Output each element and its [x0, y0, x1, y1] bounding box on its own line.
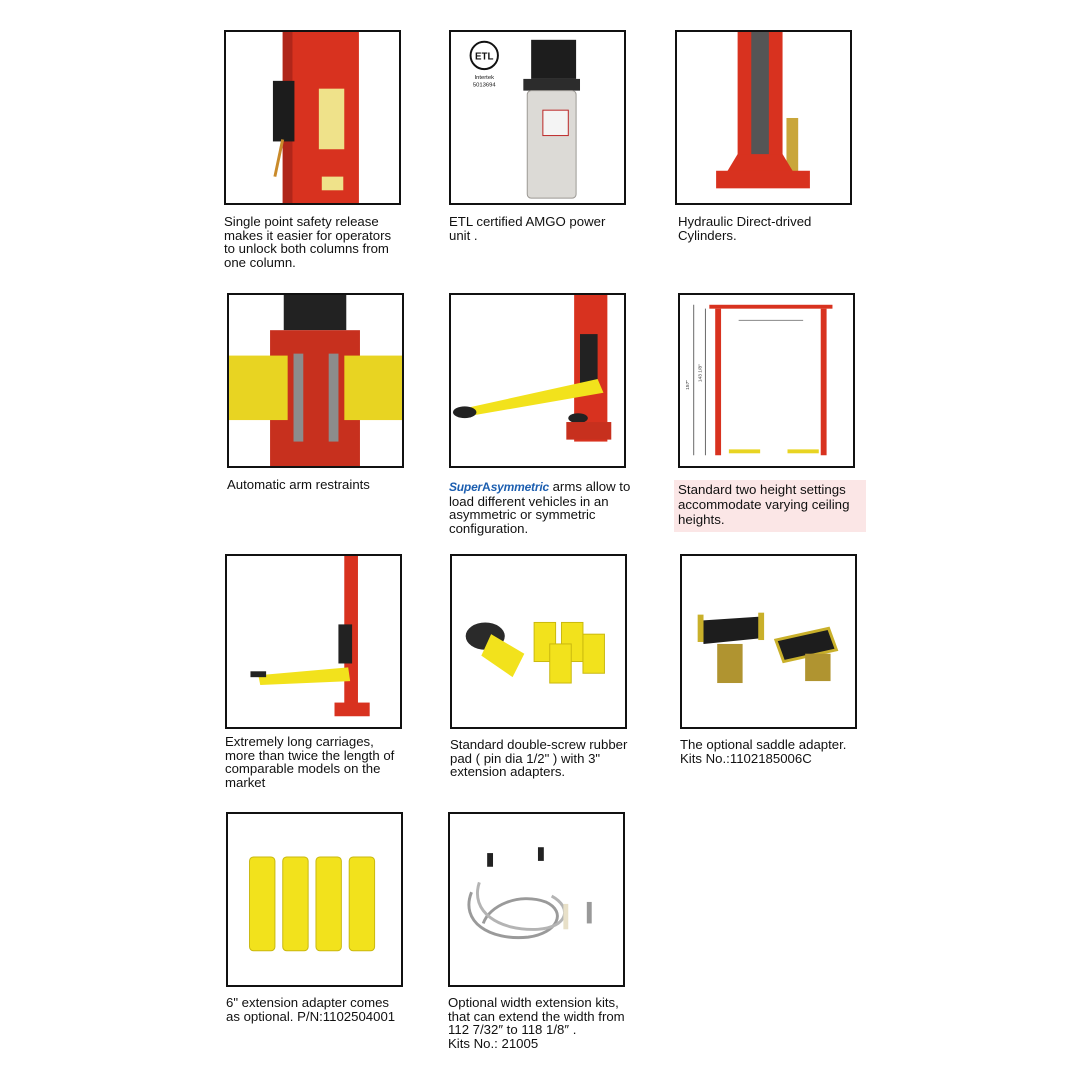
asymmetric-arm-photo-icon — [451, 295, 624, 466]
photo-extension-adapter — [226, 812, 403, 987]
saddle-adapter-photo-icon — [682, 556, 855, 727]
photo-width-extension — [448, 812, 625, 987]
caption-line: Single point safety release — [224, 214, 379, 229]
photo-safety-release — [224, 30, 401, 205]
caption-line: Hydraulic Direct-drived — [678, 214, 812, 229]
caption-asymmetric-arms — [449, 480, 649, 535]
photo-power-unit — [449, 30, 626, 205]
arm-restraint-photo-icon — [229, 295, 402, 466]
caption-line: to unlock both columns from — [224, 241, 389, 256]
caption-rubber-pad — [450, 738, 650, 779]
caption-line: market — [225, 774, 266, 790]
caption-line: comparable models on the — [225, 761, 381, 776]
caption-saddle-adapter — [680, 738, 880, 765]
extension-adapter-photo-icon — [228, 814, 401, 985]
caption-line: Cylinders. — [678, 227, 737, 243]
caption-height-settings — [674, 480, 866, 532]
brand-a: A — [482, 480, 491, 494]
etl-logo-text: ETL — [475, 51, 494, 63]
caption-cylinders — [678, 215, 878, 242]
photo-saddle-adapter — [680, 554, 857, 729]
caption-arm-restraints — [227, 478, 427, 492]
caption-width-extension — [448, 996, 658, 1050]
asymmetric-line-1: arms allow to — [548, 479, 631, 494]
caption-line: one column. — [224, 254, 296, 270]
caption-line: 6" extension adapter comes — [226, 995, 390, 1010]
asymmetric-first-line — [449, 480, 649, 495]
caption-line: Automatic arm restraints — [227, 477, 370, 492]
caption-line: pad ( pin dia 1/2" ) with 3" — [450, 750, 601, 766]
caption-line: The optional saddle adapter. — [680, 737, 847, 752]
caption-line: Kits No.:1102185006C — [680, 750, 812, 766]
caption-line: that can extend the width from — [448, 1008, 625, 1024]
brand-super: Super — [449, 480, 483, 494]
caption-extension-adapter — [226, 996, 426, 1023]
caption-line: extension adapters. — [450, 764, 566, 779]
caption-line: heights. — [678, 512, 725, 528]
caption-long-carriages — [225, 735, 425, 789]
caption-line: unit . — [449, 227, 478, 243]
caption-line: makes it easier for operators — [224, 227, 392, 243]
rubber-pad-adapters-photo-icon — [452, 556, 625, 727]
caption-line: Extremely long carriages, — [225, 734, 374, 749]
photo-cylinders — [675, 30, 852, 205]
etl-number-text: 5013694 — [472, 82, 496, 89]
caption-line: as optional. P/N:1102504001 — [226, 1008, 396, 1024]
caption-line: Standard double-screw rubber — [450, 737, 628, 752]
photo-arm-restraints — [227, 293, 404, 468]
width-extension-kit-photo-icon — [450, 814, 623, 985]
caption-line: more than twice the length of — [225, 747, 395, 763]
caption-line: Standard two height settings — [678, 482, 846, 497]
lift-diagram-photo-icon — [680, 295, 853, 466]
caption-line: asymmetric or symmetric — [449, 507, 596, 522]
dimension-low-text: 143 1/8" — [698, 364, 704, 383]
caption-power-unit — [449, 215, 649, 242]
photo-height-settings — [678, 293, 855, 468]
photo-rubber-pad — [450, 554, 627, 729]
hydraulic-cylinder-photo-icon — [677, 32, 850, 203]
brand-symmetric: symmetric — [490, 480, 549, 494]
caption-line: load different vehicles in an — [449, 493, 609, 509]
caption-line: 112 7/32″ to 118 1/8″ . — [448, 1022, 577, 1037]
caption-line: ETL certified AMGO power — [449, 214, 606, 229]
caption-line: Optional width extension kits, — [448, 995, 619, 1010]
caption-line: configuration. — [449, 520, 529, 536]
photo-asymmetric-arms — [449, 293, 626, 468]
power-unit-photo-icon — [451, 32, 624, 203]
caption-line: Kits No.: 21005 — [448, 1035, 539, 1051]
long-carriage-photo-icon — [227, 556, 400, 727]
dimension-overall-text: 157" — [685, 379, 691, 390]
caption-safety-release — [224, 215, 424, 269]
caption-line: accommodate varying ceiling — [678, 497, 850, 513]
photo-long-carriages — [225, 554, 402, 729]
column-safety-release-photo-icon — [226, 32, 399, 203]
intertek-text: Intertek — [474, 74, 495, 81]
